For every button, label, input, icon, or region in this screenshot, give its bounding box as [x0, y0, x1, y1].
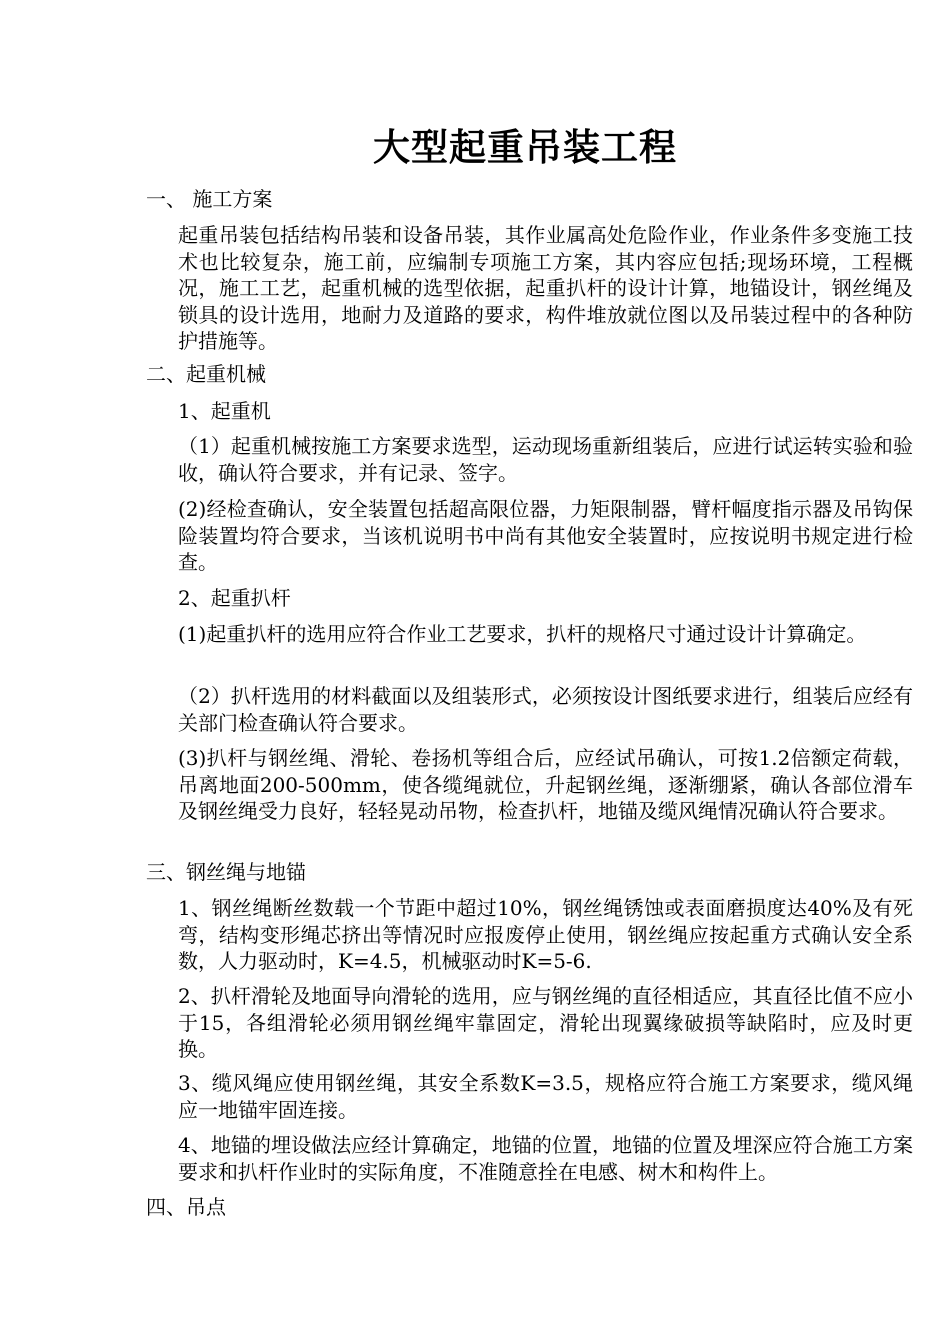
- wire-rope-item-4: 4、地锚的埋设做法应经计算确定，地锚的位置，地锚的位置及埋深应符合施工方案要求和扒杆作业时的实际角度，不准随意拴在电感、树木和构件上。: [178, 1133, 913, 1184]
- gin-pole-item-1: (1)起重扒杆的选用应符合作业工艺要求，扒杆的规格尺寸通过设计计算确定。: [178, 622, 867, 646]
- section-heading-1: 一、 施工方案: [146, 187, 273, 211]
- crane-item-2: (2)经检查确认，安全装置包括超高限位器，力矩限制器，臂杆幅度指示器及吊钩保险装置均符合要求，当该机说明书中尚有其他安全装置时，应按说明书规定进行检查。: [178, 497, 913, 574]
- wire-rope-item-3: 3、缆风绳应使用钢丝绳，其安全系数K=3.5，规格应符合施工方案要求，缆风绳应一地锚牢固连接。: [178, 1071, 913, 1122]
- document-title: 大型起重吊装工程: [373, 125, 677, 169]
- wire-rope-item-1: 1、钢丝绳断丝数载一个节距中超过10%，钢丝绳锈蚀或表面磨损度达40%及有死弯，结构变形绳芯挤出等情况时应报废停止使用，钢丝绳应按起重方式确认安全系数，人力驱动时，K=4.5，机械驱动时K=5-6.: [178, 896, 913, 973]
- subsection-heading-crane: 1、起重机: [178, 399, 271, 423]
- section-heading-4: 四、吊点: [146, 1195, 226, 1219]
- subsection-heading-gin-pole: 2、起重扒杆: [178, 586, 291, 610]
- section-heading-3: 三、钢丝绳与地锚: [146, 860, 306, 884]
- section-1-paragraph: 起重吊装包括结构吊装和设备吊装，其作业属高处危险作业，作业条件多变施工技术也比较复杂，施工前，应编制专项施工方案，其内容应包括;现场环境，工程概况，施工工艺，起重机械的选型依据，起重扒杆的设计计算，地锚设计，钢丝绳及锁具的设计选用，地耐力及道路的要求，构件堆放就位图以及吊装过程中的各种防护措施等。: [178, 223, 913, 353]
- gin-pole-item-2: （2）扒杆选用的材料截面以及组装形式，必须按设计图纸要求进行，组装后应经有关部门检查确认符合要求。: [178, 684, 913, 735]
- crane-item-1: （1）起重机械按施工方案要求选型，运动现场重新组装后，应进行试运转实验和验收，确认符合要求，并有记录、签字。: [178, 434, 913, 485]
- section-heading-2: 二、起重机械: [146, 362, 266, 386]
- gin-pole-item-3: (3)扒杆与钢丝绳、滑轮、卷扬机等组合后，应经试吊确认，可按1.2倍额定荷载，吊离地面200-500mm，使各缆绳就位，升起钢丝绳，逐渐绷紧，确认各部位滑车及钢丝绳受力良好，轻轻晃动吊物，检查扒杆，地锚及缆风绳情况确认符合要求。: [178, 746, 913, 823]
- wire-rope-item-2: 2、扒杆滑轮及地面导向滑轮的选用，应与钢丝绳的直径相适应，其直径比值不应小于15，各组滑轮必须用钢丝绳牢靠固定，滑轮出现翼缘破损等缺陷时，应及时更换。: [178, 984, 913, 1061]
